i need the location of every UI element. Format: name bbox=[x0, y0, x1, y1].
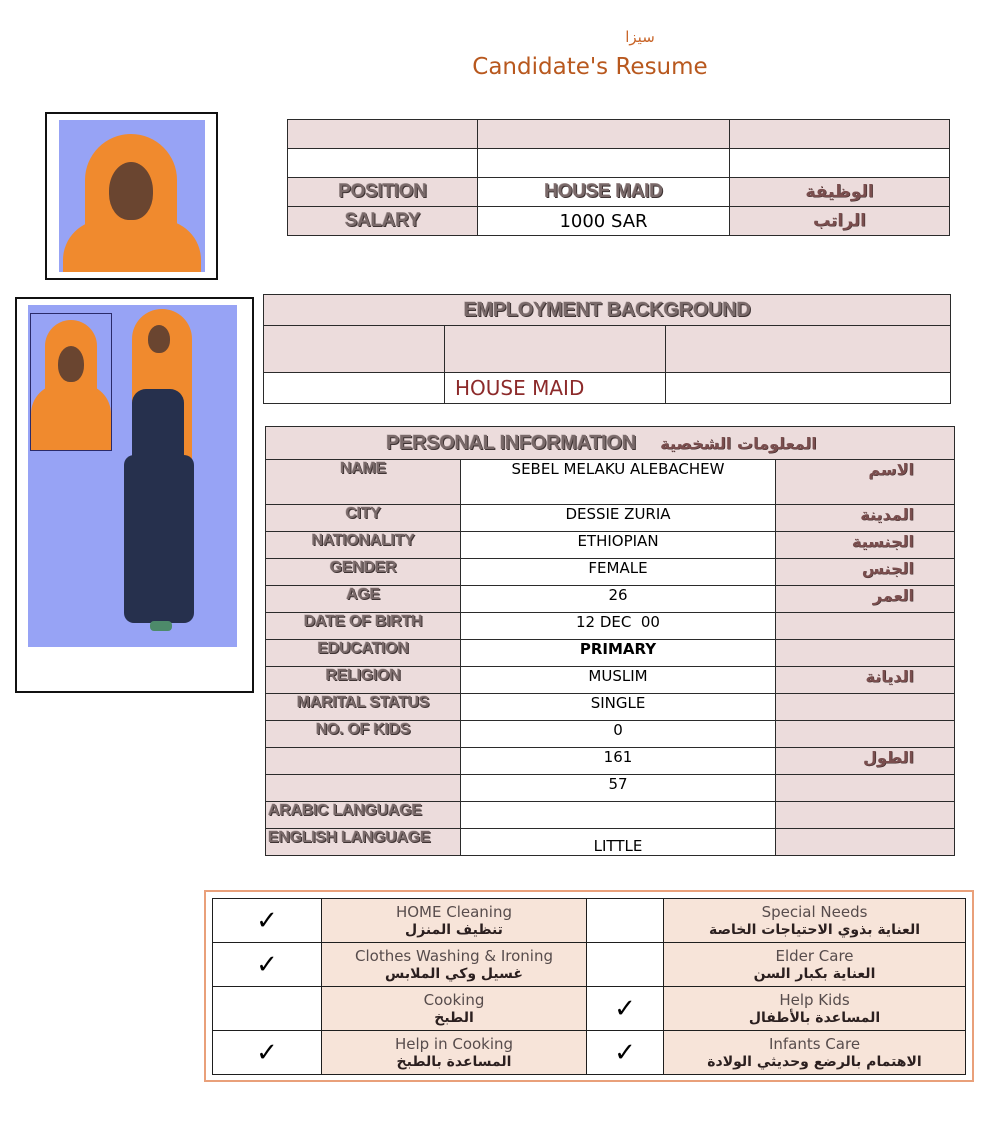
checkbox-empty bbox=[587, 899, 664, 943]
skills-table bbox=[212, 898, 966, 1075]
field-value: 0 bbox=[461, 721, 776, 748]
table-row bbox=[266, 667, 955, 694]
field-label-ar: الجنس bbox=[776, 559, 955, 586]
employment-background-table bbox=[263, 294, 951, 404]
table-row bbox=[213, 899, 966, 943]
table-row bbox=[288, 149, 950, 178]
field-label: ENGLISH LANGUAGE bbox=[266, 829, 461, 856]
field-label: NAME bbox=[266, 460, 461, 505]
field-value: 26 bbox=[461, 586, 776, 613]
table-row bbox=[266, 427, 955, 460]
field-label-ar bbox=[776, 775, 955, 802]
table-row bbox=[266, 748, 955, 775]
skills-panel bbox=[204, 890, 974, 1082]
field-label: RELIGION bbox=[266, 667, 461, 694]
company-logo: سيزا bbox=[625, 28, 655, 46]
table-row bbox=[266, 775, 955, 802]
table-row bbox=[288, 120, 950, 149]
field-value: LITTLE bbox=[461, 829, 776, 856]
skill-label: Elder Care bbox=[775, 946, 854, 965]
position-salary-table bbox=[287, 119, 950, 236]
field-label-ar: الجنسية bbox=[776, 532, 955, 559]
skill-label: Infants Care bbox=[768, 1034, 861, 1053]
table-row bbox=[266, 460, 955, 505]
employment-heading: EMPLOYMENT BACKGROUND bbox=[264, 295, 951, 326]
table-row bbox=[264, 326, 951, 373]
skill-label-ar: العناية بكبار السن bbox=[753, 965, 876, 982]
table-row bbox=[266, 694, 955, 721]
skill-label: Help Kids bbox=[779, 990, 850, 1009]
page-title: Candidate's Resume bbox=[472, 54, 708, 80]
field-label bbox=[266, 775, 461, 802]
field-value: SINGLE bbox=[461, 694, 776, 721]
table-row bbox=[266, 721, 955, 748]
checkmark-icon: ✓ bbox=[213, 1031, 322, 1075]
field-value: FEMALE bbox=[461, 559, 776, 586]
field-value: SEBEL MELAKU ALEBACHEW bbox=[461, 460, 776, 505]
table-row bbox=[266, 802, 955, 829]
field-value: PRIMARY bbox=[461, 640, 776, 667]
field-label-ar: العمر bbox=[776, 586, 955, 613]
skill-label-ar: العناية بذوي الاحتياجات الخاصة bbox=[708, 921, 920, 938]
field-label: AGE bbox=[266, 586, 461, 613]
table-row bbox=[288, 178, 950, 207]
field-label: GENDER bbox=[266, 559, 461, 586]
personal-heading-ar: المعلومات الشخصية bbox=[660, 433, 817, 453]
checkmark-icon: ✓ bbox=[587, 987, 664, 1031]
table-row bbox=[288, 207, 950, 236]
position-label-ar: الوظيفة bbox=[730, 178, 950, 207]
skill-label: Cooking bbox=[423, 990, 485, 1009]
field-label-ar: الديانة bbox=[776, 667, 955, 694]
skill-label-ar: غسيل وكي الملابس bbox=[385, 965, 523, 982]
table-row bbox=[213, 943, 966, 987]
table-row bbox=[266, 586, 955, 613]
field-label: NO. OF KIDS bbox=[266, 721, 461, 748]
field-value: DESSIE ZURIA bbox=[461, 505, 776, 532]
table-row bbox=[266, 613, 955, 640]
skill-label: Help in Cooking bbox=[394, 1034, 514, 1053]
field-label: ARABIC LANGUAGE bbox=[266, 802, 461, 829]
position-label: POSITION bbox=[288, 178, 478, 207]
table-row bbox=[213, 1031, 966, 1075]
table-row bbox=[266, 640, 955, 667]
inset-portrait bbox=[30, 313, 112, 451]
table-row bbox=[266, 559, 955, 586]
full-body-photo bbox=[15, 297, 254, 693]
field-label-ar bbox=[776, 829, 955, 856]
field-label-ar bbox=[776, 802, 955, 829]
field-label-ar: الاسم bbox=[776, 460, 955, 505]
skill-label-ar: الطبخ bbox=[434, 1009, 474, 1026]
skill-label: HOME Cleaning bbox=[395, 902, 513, 921]
table-row bbox=[264, 373, 951, 404]
salary-label: SALARY bbox=[288, 207, 478, 236]
position-value: HOUSE MAID bbox=[478, 178, 730, 207]
table-row bbox=[266, 532, 955, 559]
field-label-ar bbox=[776, 613, 955, 640]
checkmark-icon: ✓ bbox=[213, 899, 322, 943]
field-value bbox=[461, 802, 776, 829]
field-value: 12 DEC 00 bbox=[461, 613, 776, 640]
skill-label: Clothes Washing & Ironing bbox=[355, 946, 553, 965]
field-label-ar bbox=[776, 721, 955, 748]
salary-value: 1000 SAR bbox=[478, 207, 730, 236]
field-label-ar bbox=[776, 640, 955, 667]
passport-photo bbox=[45, 112, 218, 280]
field-value: ETHIOPIAN bbox=[461, 532, 776, 559]
checkmark-icon: ✓ bbox=[213, 943, 322, 987]
checkbox-empty bbox=[213, 987, 322, 1031]
skill-label-ar: تنظيف المنزل bbox=[405, 921, 503, 938]
field-label: MARITAL STATUS bbox=[266, 694, 461, 721]
field-label: NATIONALITY bbox=[266, 532, 461, 559]
field-value: MUSLIM bbox=[461, 667, 776, 694]
table-row bbox=[266, 505, 955, 532]
checkmark-icon: ✓ bbox=[587, 1031, 664, 1075]
skill-label-ar: المساعدة بالطبخ bbox=[396, 1053, 512, 1070]
field-label: EDUCATION bbox=[266, 640, 461, 667]
field-label bbox=[266, 748, 461, 775]
table-row bbox=[266, 829, 955, 856]
skill-label: Special Needs bbox=[761, 902, 868, 921]
field-label: DATE OF BIRTH bbox=[266, 613, 461, 640]
skill-label-ar: المساعدة بالأطفال bbox=[748, 1009, 881, 1026]
table-row bbox=[264, 295, 951, 326]
personal-information-table bbox=[265, 426, 955, 856]
field-label-ar: المدينة bbox=[776, 505, 955, 532]
field-value: 161 bbox=[461, 748, 776, 775]
personal-heading: PERSONAL INFORMATION bbox=[386, 431, 636, 454]
salary-label-ar: الراتب bbox=[730, 207, 950, 236]
skill-label-ar: الاهتمام بالرضع وحديثي الولادة bbox=[707, 1053, 922, 1070]
field-label: CITY bbox=[266, 505, 461, 532]
employment-role: HOUSE MAID bbox=[445, 373, 666, 404]
field-value: 57 bbox=[461, 775, 776, 802]
field-label-ar bbox=[776, 694, 955, 721]
checkbox-empty bbox=[587, 943, 664, 987]
field-label-ar: الطول bbox=[776, 748, 955, 775]
table-row bbox=[213, 987, 966, 1031]
